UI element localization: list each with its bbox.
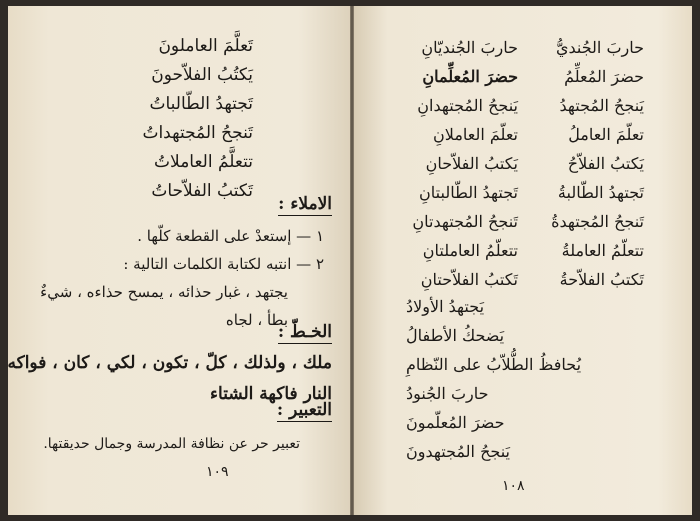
plural-list bbox=[406, 292, 581, 466]
list-item: حاربَ الجُنديّانِ bbox=[421, 38, 518, 57]
list-item: تعلّمَ العاملانِ bbox=[433, 125, 518, 144]
khatt-section bbox=[7, 322, 332, 410]
list-item: تَنجحُ المُجتهداتُ bbox=[142, 123, 253, 143]
list-item: تَجتهدُ الطّالبةُ bbox=[557, 183, 644, 202]
list-item: حضرَ المُعلّمونَ bbox=[406, 413, 505, 432]
imlaa-heading: الاملاء : bbox=[278, 194, 332, 214]
list-item: تتعلّمُ العاملتانِ bbox=[422, 241, 518, 260]
list-item: يَضحكُ الأطفالُ bbox=[406, 326, 505, 345]
list-item: يَنجحُ المُجتهدونَ bbox=[406, 442, 510, 461]
verb-list-left bbox=[142, 32, 253, 206]
list-item: يَنجحُ المُجتهدانِ bbox=[417, 96, 518, 115]
list-item: يَنجحُ المُجتهدُ bbox=[559, 96, 644, 115]
list-item: تَنجحُ المُجتهدتانِ bbox=[412, 212, 518, 231]
list-item: تَنجحُ المُجتهدةُ bbox=[551, 212, 644, 231]
list-item: يُحافظُ الطُّلاّبُ على النّظامِ bbox=[406, 355, 582, 374]
list-item: حاربَ الجُنديُّ bbox=[555, 38, 644, 57]
imlaa-item-2: ٢ — انتبه لكتابة الكلمات التالية : bbox=[123, 255, 324, 273]
khatt-line-2: النار فاكهة الشتاء bbox=[210, 384, 332, 404]
page-number-right: ١٠٨ bbox=[502, 478, 525, 494]
list-item: تَكتبُ الفلاّحتانِ bbox=[420, 270, 518, 289]
taabir-text: تعبير حر عن نظافة المدرسة وجمال حديقتها. bbox=[43, 436, 300, 452]
khatt-line-1: ملك ، ولذلك ، كلّ ، تكون ، لكي ، كان ، فواكه bbox=[7, 353, 332, 373]
list-item: تعلّمَ العاملُ bbox=[568, 125, 644, 144]
list-item: تَجتهدُ الطّالبتانِ bbox=[419, 183, 518, 202]
list-item: حضرَ المُعلِّمُ bbox=[564, 67, 644, 86]
list-item: تتعلَّمُ العاملاتُ bbox=[154, 152, 253, 172]
dual-column bbox=[412, 33, 518, 294]
list-item: تتعلّمُ العاملةُ bbox=[561, 241, 644, 260]
list-item: حاربَ الجُنودُ bbox=[406, 384, 489, 403]
taabir-section bbox=[22, 400, 332, 458]
list-item: يَكتبُ الفلاّحانِ bbox=[425, 154, 518, 173]
left-page bbox=[8, 6, 350, 515]
list-item: يَكتُبُ الفلاّحونَ bbox=[151, 65, 253, 85]
imlaa-words-line-1: يجتهد ، غبار حذائه ، يمسح حذاءه ، شيءٌ bbox=[40, 283, 288, 301]
khatt-heading: الخـطّ : bbox=[277, 322, 332, 342]
list-item: يَكتبُ الفلاّحُ bbox=[567, 154, 644, 173]
list-item: تَكتبُ الفلاّحاتُ bbox=[151, 181, 253, 201]
page-number-left: ١٠٩ bbox=[206, 464, 229, 480]
imlaa-section bbox=[32, 194, 332, 334]
list-item: تَكتبُ الفلاّحةُ bbox=[559, 270, 644, 289]
taabir-heading: التعبير : bbox=[276, 400, 332, 420]
list-item: حضرَ المُعلِّمانِ bbox=[422, 67, 518, 86]
list-item: تَعلَّمَ العاملونَ bbox=[158, 36, 253, 56]
list-item: تَجتهدُ الطّالباتُ bbox=[149, 94, 253, 114]
list-item: يَجتهدُ الأولادُ bbox=[406, 297, 485, 316]
right-page bbox=[354, 6, 692, 515]
imlaa-item-1: ١ — إستعدْ على القطعة كلّها . bbox=[137, 227, 324, 245]
singular-column bbox=[551, 33, 644, 294]
imlaa-words-line-2: بطأ ، لجاه bbox=[225, 311, 288, 329]
open-book bbox=[8, 6, 692, 515]
